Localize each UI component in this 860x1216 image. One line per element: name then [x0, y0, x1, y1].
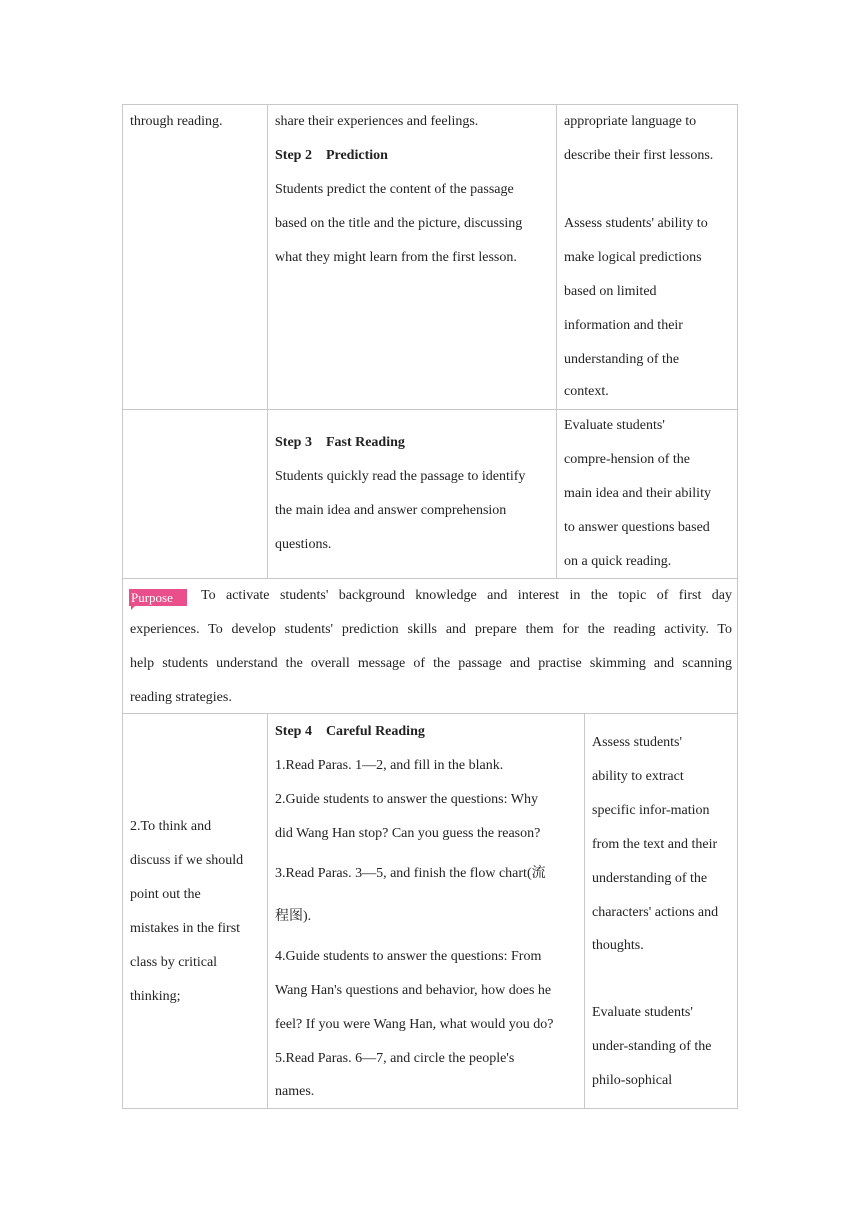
activity-text: 1.Read Paras. 1—2, and fill in the blank. — [275, 758, 504, 773]
assessment-text: characters' actions and — [592, 905, 719, 920]
assessment-text: describe their first lessons. — [564, 148, 714, 163]
activity-text: feel? If you were Wang Han, what would you do? — [275, 1017, 554, 1032]
activity-text: based on the title and the picture, discussing — [275, 216, 523, 231]
activity-text: did Wang Han stop? Can you guess the reason? — [275, 826, 541, 841]
purpose-text: To activate students' background knowledge and interest in the topic of first day — [201, 588, 732, 603]
assessment-text: context. — [564, 384, 609, 399]
col-divider — [267, 105, 268, 578]
assessment-text: under-standing of the — [592, 1039, 712, 1054]
objective-text: through reading. — [130, 114, 223, 129]
activity-text: 4.Guide students to answer the questions: From — [275, 949, 542, 964]
activity-text: questions. — [275, 537, 332, 552]
activity-text: names. — [275, 1084, 315, 1099]
assessment-text: understanding of the — [592, 871, 708, 886]
assessment-text: make logical predictions — [564, 250, 702, 265]
activity-text: what they might learn from the first lesson. — [275, 250, 517, 265]
assessment-text: Assess students' ability to — [564, 216, 708, 231]
assessment-text: Evaluate students' — [564, 418, 665, 433]
assessment-text: Assess students' — [592, 735, 683, 750]
assessment-text: main idea and their ability — [564, 486, 711, 501]
activity-text: Wang Han's questions and behavior, how does he — [275, 983, 552, 998]
activity-text: 程图). — [275, 909, 312, 924]
objective-text: point out the — [130, 887, 201, 902]
activity-text: 3.Read Paras. 3—5, and finish the flow chart(流 — [275, 866, 546, 881]
assessment-text: to answer questions based — [564, 520, 710, 535]
step-title: Step 4 Careful Reading — [275, 724, 425, 739]
assessment-text: on a quick reading. — [564, 554, 672, 569]
step-title: Step 2 Prediction — [275, 148, 388, 163]
assessment-text: Evaluate students' — [592, 1005, 693, 1020]
activity-text: 5.Read Paras. 6—7, and circle the people's — [275, 1051, 515, 1066]
activity-text: Students predict the content of the passage — [275, 182, 514, 197]
col-divider — [267, 713, 268, 1108]
step-title: Step 3 Fast Reading — [275, 435, 405, 450]
objective-text: 2.To think and — [130, 819, 212, 834]
objective-text: class by critical — [130, 955, 218, 970]
activity-text: Students quickly read the passage to identify — [275, 469, 526, 484]
col-divider — [584, 713, 585, 1108]
purpose-text: help students understand the overall message of the passage and practise skimming and scanning — [130, 656, 732, 671]
assessment-text: based on limited — [564, 284, 657, 299]
assessment-text: specific infor-mation — [592, 803, 710, 818]
objective-text: thinking; — [130, 989, 181, 1004]
col-divider — [556, 105, 557, 578]
activity-text: the main idea and answer comprehension — [275, 503, 507, 518]
purpose-badge: Purpose — [129, 589, 187, 606]
assessment-text: appropriate language to — [564, 114, 697, 129]
assessment-text: from the text and their — [592, 837, 718, 852]
activity-text: share their experiences and feelings. — [275, 114, 479, 129]
assessment-text: philo-sophical — [592, 1073, 673, 1088]
assessment-text: compre-hension of the — [564, 452, 690, 467]
assessment-text: information and their — [564, 318, 683, 333]
assessment-text: understanding of the — [564, 352, 680, 367]
objective-text: discuss if we should — [130, 853, 244, 868]
assessment-text: thoughts. — [592, 938, 644, 953]
purpose-text: reading strategies. — [130, 690, 232, 705]
objective-text: mistakes in the first — [130, 921, 241, 936]
purpose-text: experiences. To develop students' prediction skills and prepare them for the reading activity. To — [130, 622, 732, 637]
activity-text: 2.Guide students to answer the questions: Why — [275, 792, 538, 807]
assessment-text: ability to extract — [592, 769, 684, 784]
